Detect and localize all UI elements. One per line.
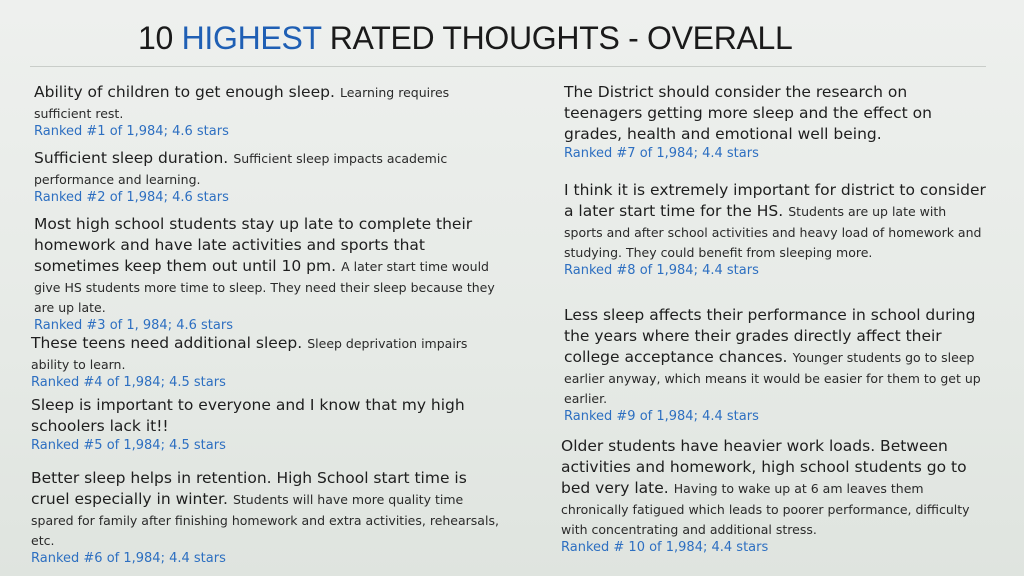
thought-headline: Sleep is important to everyone and I know that my high schoolers lack it!! bbox=[31, 396, 465, 435]
thought-rank: Ranked #1 of 1,984; 4.6 stars bbox=[34, 124, 229, 139]
thought-detail: Students are up late with sports and after school activities and heavy load of homework and studying. They could benefit from sleeping more. bbox=[564, 204, 982, 260]
thought-rank: Ranked #9 of 1,984; 4.4 stars bbox=[564, 409, 759, 424]
thought-headline: Ability of children to get enough sleep. bbox=[34, 83, 335, 101]
title-accent: HIGHEST bbox=[181, 20, 322, 56]
thought-9 bbox=[564, 305, 986, 426]
thought-6 bbox=[31, 468, 501, 568]
thought-rank: Ranked #3 of 1, 984; 4.6 stars bbox=[34, 318, 233, 333]
thought-10 bbox=[561, 436, 983, 557]
thought-rank: Ranked #5 of 1,984; 4.5 stars bbox=[31, 438, 226, 453]
thought-rank: Ranked #8 of 1,984; 4.4 stars bbox=[564, 263, 759, 278]
thought-1 bbox=[34, 82, 504, 141]
thought-rank: Ranked #4 of 1,984; 4.5 stars bbox=[31, 375, 226, 390]
thought-rank: Ranked # 10 of 1,984; 4.4 stars bbox=[561, 540, 769, 555]
thought-detail: A later start time would give HS students more time to sleep. They need their sleep because they are up late. bbox=[34, 259, 495, 315]
thought-detail: Learning requires sufficient rest. bbox=[34, 85, 450, 121]
thought-headline: Less sleep affects their performance in school during the years where their grades directly affect their college acceptance chances. bbox=[564, 306, 976, 366]
thought-detail: Younger students go to sleep earlier anyway, which means it would be easier for them to get up earlier. bbox=[564, 350, 981, 406]
thought-rank: Ranked #7 of 1,984; 4.4 stars bbox=[564, 146, 759, 161]
page-title bbox=[138, 18, 793, 58]
thought-5 bbox=[31, 395, 501, 455]
title-divider bbox=[30, 66, 986, 67]
thought-detail: Students will have more quality time spared for family after finishing homework and extra activities, rehearsals, etc. bbox=[31, 492, 499, 548]
thought-headline: The District should consider the research on teenagers getting more sleep and the effect on grades, health and emotional well being. bbox=[564, 83, 932, 143]
thought-detail: Sufficient sleep impacts academic performance and learning. bbox=[34, 151, 448, 187]
thought-headline: Older students have heavier work loads. Between activities and homework, high school students go to bed very late. bbox=[561, 437, 967, 497]
thought-rank: Ranked #6 of 1,984; 4.4 stars bbox=[31, 551, 226, 566]
thought-8 bbox=[564, 180, 986, 280]
thought-detail: Sleep deprivation impairs ability to learn. bbox=[31, 336, 468, 372]
thought-3 bbox=[34, 214, 504, 335]
title-rest: RATED THOUGHTS - OVERALL bbox=[329, 20, 793, 56]
thought-headline: Better sleep helps in retention. High School start time is cruel especially in winter. bbox=[31, 469, 467, 508]
title-number: 10 bbox=[138, 20, 173, 56]
thought-detail: Having to wake up at 6 am leaves them chronically fatigued which leads to poorer performance, difficulty with concentrating and additional stress. bbox=[561, 481, 970, 537]
thought-4 bbox=[31, 333, 501, 392]
thought-headline: These teens need additional sleep. bbox=[31, 334, 303, 352]
thought-headline: I think it is extremely important for district to consider a later start time for the HS. bbox=[564, 181, 986, 220]
thought-2 bbox=[34, 148, 504, 207]
thought-headline: Sufficient sleep duration. bbox=[34, 149, 229, 167]
thought-rank: Ranked #2 of 1,984; 4.6 stars bbox=[34, 190, 229, 205]
thought-headline: Most high school students stay up late to complete their homework and have late activities and sports that sometimes keep them out until 10 pm. bbox=[34, 215, 473, 275]
thought-7 bbox=[564, 82, 986, 163]
